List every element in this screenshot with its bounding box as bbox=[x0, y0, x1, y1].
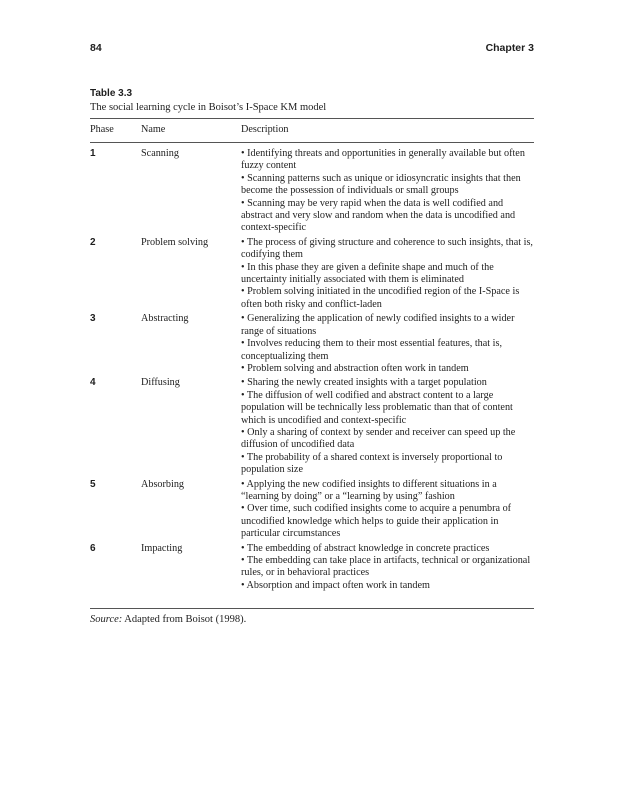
table-row bbox=[90, 479, 534, 543]
name-cell: Impacting bbox=[141, 542, 183, 554]
source-text: Adapted from Boisot (1998). bbox=[122, 614, 247, 625]
name-cell: Absorbing bbox=[141, 478, 185, 490]
name-cell: Diffusing bbox=[141, 377, 180, 389]
table-header-row bbox=[90, 120, 534, 142]
name-cell: Problem solving bbox=[141, 236, 209, 248]
phase-cell: 3 bbox=[90, 313, 96, 325]
phase-cell: 4 bbox=[90, 377, 96, 389]
table-row bbox=[90, 543, 534, 595]
phase-cell: 5 bbox=[90, 478, 96, 490]
table-bottom-rule bbox=[90, 608, 534, 609]
column-header-phase: Phase bbox=[90, 124, 114, 135]
description-bullet: • Scanning may be very rapid when the data is well codified and abstract and very slow and random when the data is uncodified and context-specific bbox=[241, 197, 516, 234]
description-bullet: • Identifying threats and opportunities in generally available but often fuzzy content bbox=[241, 148, 525, 172]
table-row bbox=[90, 237, 534, 313]
description-bullet: • Over time, such codified insights come to acquire a penumbra of uncodified knowledge which helps to guide their application in particular circumstances bbox=[241, 503, 512, 540]
description-bullet: • Generalizing the application of newly codified insights to a wider range of situations bbox=[241, 313, 515, 337]
column-header-name: Name bbox=[141, 124, 166, 135]
description-bullet: • Only a sharing of context by sender and receiver can speed up the diffusion of uncodified data bbox=[241, 426, 516, 451]
description-bullet: • Applying the new codified insights to different situations in a “learning by doing” or a “learning by using” fashion bbox=[241, 478, 497, 502]
table-body bbox=[90, 142, 534, 594]
table-row bbox=[90, 377, 534, 478]
description-cell bbox=[241, 543, 534, 595]
table-row bbox=[90, 142, 534, 237]
phase-cell: 2 bbox=[90, 236, 96, 248]
source-label: Source: bbox=[90, 614, 123, 625]
table-row bbox=[90, 313, 534, 377]
description-bullet: • Involves reducing them to their most essential features, that is, conceptualizing them bbox=[241, 338, 503, 362]
description-bullet: • Problem solving and abstraction often work in tandem bbox=[241, 362, 469, 374]
description-bullet: • The embedding of abstract knowledge in concrete practices bbox=[241, 542, 490, 554]
description-bullet: • Scanning patterns such as unique or idiosyncratic insights that then become the possession of individuals or small groups bbox=[241, 172, 521, 197]
table-source-note bbox=[90, 614, 246, 625]
description-bullet: • Absorption and impact often work in tandem bbox=[241, 579, 430, 591]
description-cell bbox=[241, 313, 534, 377]
description-bullet: • The embedding can take place in artifacts, technical or organizational rules, or in behavioral practices bbox=[241, 555, 531, 579]
table-label: Table 3.3 bbox=[90, 88, 133, 99]
table-caption: The social learning cycle in Boisot’s I-Space KM model bbox=[90, 102, 327, 113]
phase-cell: 1 bbox=[90, 148, 96, 159]
page-number: 84 bbox=[90, 42, 102, 54]
description-bullet: • In this phase they are given a definite shape and much of the uncertainty initially associated with them is eliminated bbox=[241, 261, 494, 286]
chapter-title: Chapter 3 bbox=[485, 42, 534, 54]
description-bullet: • The process of giving structure and coherence to such insights, that is, codifying them bbox=[241, 236, 533, 261]
description-cell bbox=[241, 479, 534, 543]
name-cell: Abstracting bbox=[141, 313, 189, 325]
phase-cell: 6 bbox=[90, 542, 96, 554]
description-bullet: • Problem solving initiated in the uncodified region of the I-Space is often both risky and conflict-laden bbox=[241, 286, 520, 310]
social-learning-table bbox=[90, 120, 534, 594]
name-cell: Scanning bbox=[141, 148, 179, 159]
description-cell bbox=[241, 237, 534, 313]
description-cell bbox=[241, 377, 534, 478]
column-header-description: Description bbox=[241, 124, 289, 135]
description-bullet: • The diffusion of well codified and abstract content to a large population will be technically less problematic than that of content which is uncodified and context-specific bbox=[241, 389, 513, 426]
description-bullet: • Sharing the newly created insights with a target population bbox=[241, 377, 487, 389]
page-header bbox=[90, 42, 534, 54]
description-cell bbox=[241, 142, 534, 237]
table-top-rule bbox=[90, 118, 534, 119]
description-bullet: • The probability of a shared context is inversely proportional to population size bbox=[241, 451, 503, 476]
